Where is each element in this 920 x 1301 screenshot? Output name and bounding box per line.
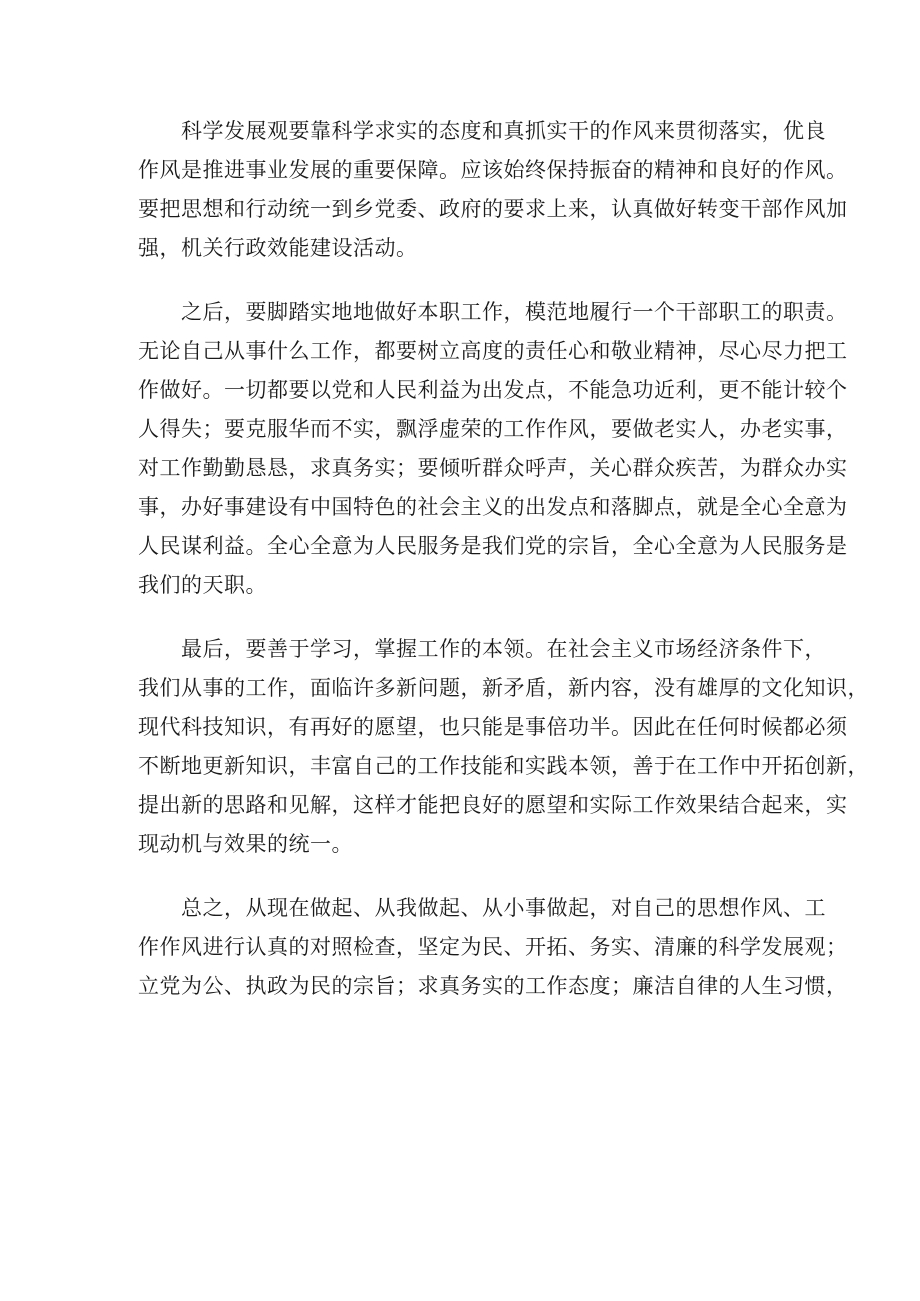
text-line: 科学发展观要靠科学求实的态度和真抓实干的作风来贯彻落实，优良 [138, 119, 826, 143]
text-line: 无论自己从事什么工作，都要树立高度的责任心和敬业精神，尽心尽力把工 [138, 339, 848, 363]
text-line: 最后，要善于学习，掌握工作的本领。在社会主义市场经济条件下， [138, 637, 826, 661]
paragraph-1 [138, 112, 848, 268]
text-line: 强，机关行政效能建设活动。 [138, 236, 418, 260]
text-line: 现代科技知识，有再好的愿望，也只能是事倍功半。因此在任何时候都必须 [138, 715, 848, 739]
text-line: 总之，从现在做起、从我做起、从小事做起，对自己的思想作风、工 [138, 896, 826, 920]
text-line: 对工作勤勤恳恳，求真务实；要倾听群众呼声，关心群众疾苦，为群众办实 [138, 456, 848, 480]
text-line: 立党为公、执政为民的宗旨；求真务实的工作态度；廉洁自律的人生习惯， [138, 974, 848, 998]
text-line: 提出新的思路和见解，这样才能把良好的愿望和实际工作效果结合起来，实 [138, 793, 848, 817]
text-line: 人得失；要克服华而不实，飘浮虚荣的工作作风，要做老实人，办老实事， [138, 417, 848, 441]
text-line: 现动机与效果的统一。 [138, 832, 353, 856]
text-line: 我们从事的工作，面临许多新问题，新矛盾，新内容，没有雄厚的文化知识， [138, 676, 869, 700]
text-line: 要把思想和行动统一到乡党委、政府的要求上来，认真做好转变干部作风加 [138, 197, 848, 221]
paragraph-4 [138, 889, 848, 1006]
text-line: 我们的天职。 [138, 573, 267, 597]
body-text [138, 112, 869, 1031]
text-line: 事，办好事建设有中国特色的社会主义的出发点和落脚点，就是全心全意为 [138, 495, 848, 519]
paragraph-2 [138, 293, 848, 605]
text-line: 作风是推进事业发展的重要保障。应该始终保持振奋的精神和良好的作风。 [138, 158, 848, 182]
paragraph-3 [138, 630, 869, 864]
text-line: 不断地更新知识，丰富自己的工作技能和实践本领，善于在工作中开拓创新， [138, 754, 869, 778]
text-line: 作作风进行认真的对照检查，坚定为民、开拓、务实、清廉的科学发展观； [138, 935, 848, 959]
text-line: 人民谋利益。全心全意为人民服务是我们党的宗旨，全心全意为人民服务是 [138, 534, 848, 558]
text-line: 之后，要脚踏实地地做好本职工作，模范地履行一个干部职工的职责。 [138, 300, 848, 324]
text-line: 作做好。一切都要以党和人民利益为出发点，不能急功近利，更不能计较个 [138, 378, 848, 402]
